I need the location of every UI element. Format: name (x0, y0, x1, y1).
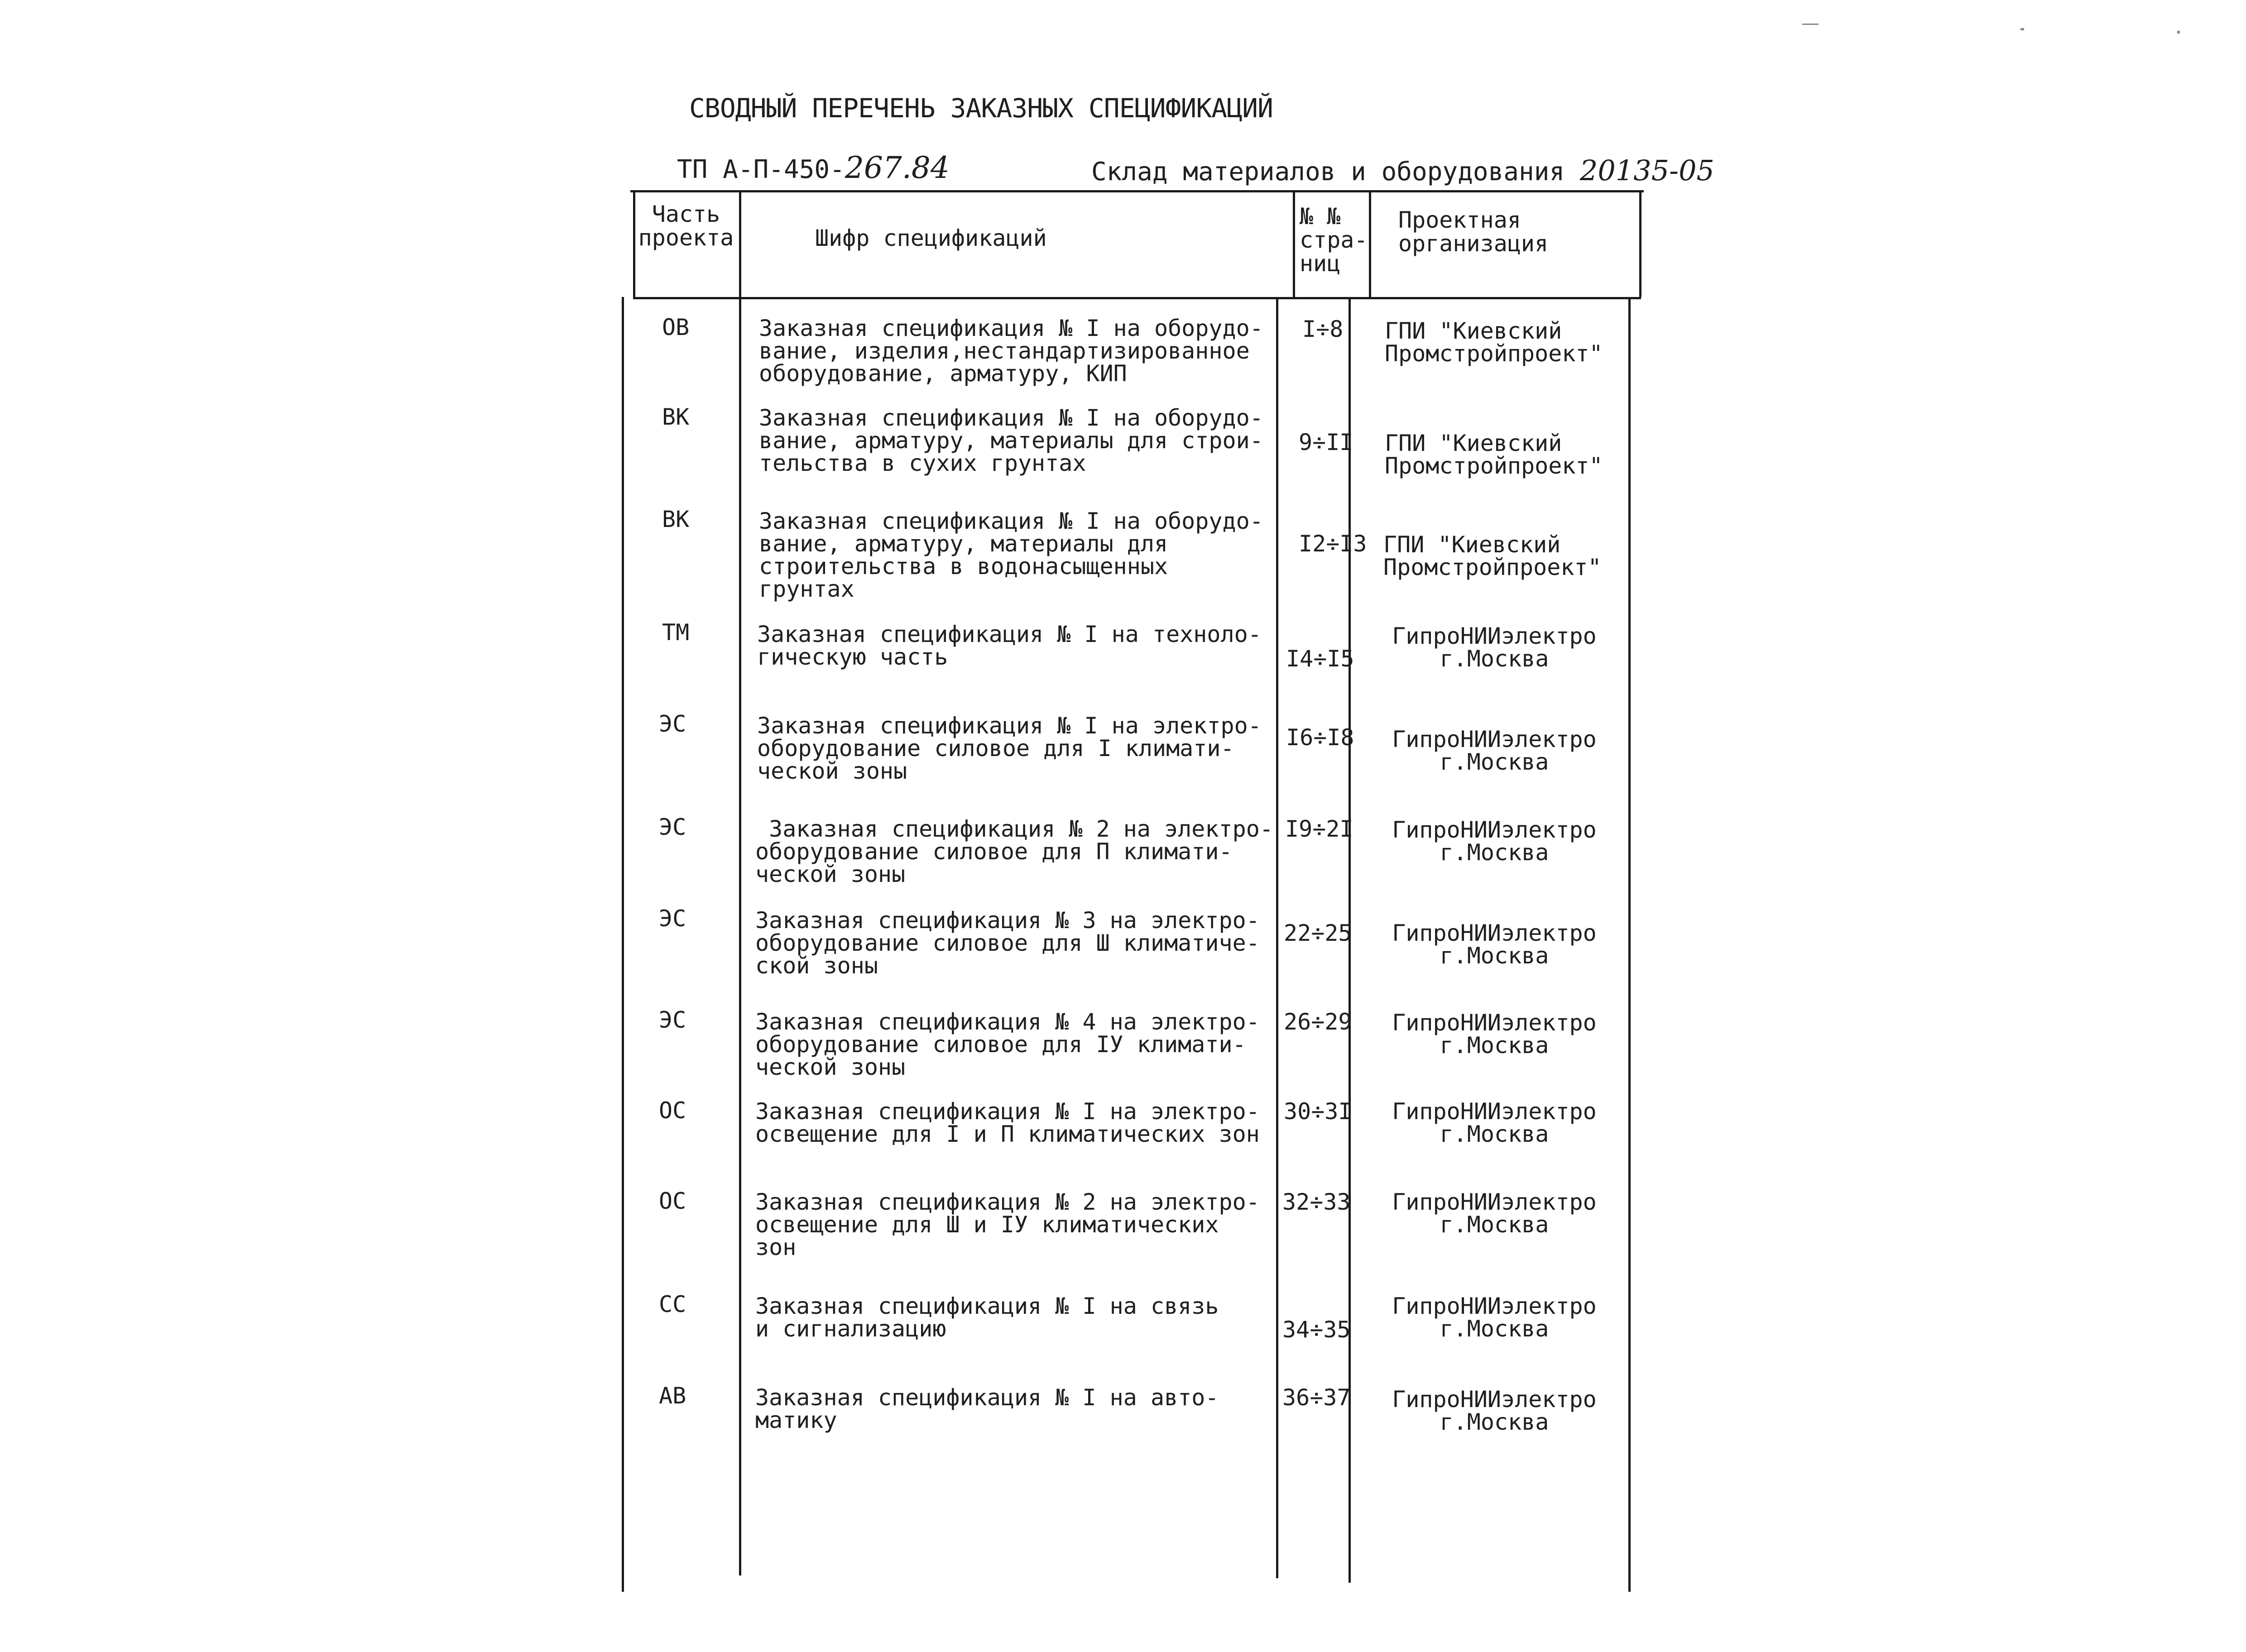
row-org: ГипроНИИэлектро г.Москва (1392, 920, 1597, 969)
col-divider-org (1369, 190, 1371, 297)
row-org: ГПИ "Киевский Промстройпроект" (1385, 318, 1603, 367)
col-divider-pages-left (1293, 190, 1295, 297)
row-spec: Заказная спецификация № 2 на электро- оборудование силовое для П климати- ческой зоны (755, 816, 1273, 887)
row-pages: 26÷29 (1284, 1009, 1352, 1035)
table-left-border-lower (622, 297, 624, 1592)
row-spec: Заказная спецификация № I на электро- освещение для I и П климатических зон (755, 1098, 1260, 1147)
row-part: ЭС (659, 1007, 686, 1033)
row-pages: 22÷25 (1284, 920, 1352, 946)
row-spec: Заказная спецификация № I на оборудо- вание, арматуру, материалы для строи- тельства в сухих грунтах (759, 405, 1263, 476)
table-right-border (1639, 190, 1641, 297)
project-number-handwritten: 20135-05 (1579, 154, 1714, 187)
col-header-part: Часть проекта (638, 201, 734, 251)
row-pages: 30÷3I (1284, 1098, 1352, 1125)
row-part: ВК (662, 506, 690, 532)
row-spec: Заказная спецификация № 4 на электро- оборудование силовое для IУ климати- ческой зоны (755, 1009, 1260, 1080)
table-right-border-lower (1628, 297, 1631, 1592)
row-pages: I9÷2I (1285, 816, 1353, 842)
col-header-code: Шифр спецификаций (815, 225, 1047, 251)
row-pages: I4÷I5 (1286, 646, 1354, 672)
row-org: ГипроНИИэлектро г.Москва (1392, 1189, 1597, 1238)
row-org: ГипроНИИэлектро г.Москва (1392, 1010, 1597, 1058)
row-pages: 9÷II (1299, 429, 1353, 455)
row-part: ЭС (659, 711, 686, 737)
col-header-pages: № № стра- ниц (1300, 203, 1368, 277)
row-pages: I2÷I3 (1299, 531, 1367, 557)
scan-mark (2177, 31, 2180, 34)
row-pages: 34÷35 (1282, 1317, 1351, 1343)
scan-mark (2020, 28, 2024, 30)
row-spec: Заказная спецификация № I на оборудо- вание, арматуру, материалы для строительства в водонасыщенных грунтах (759, 508, 1263, 602)
row-spec: Заказная спецификация № 2 на электро- освещение для Ш и IУ климатических зон (755, 1189, 1260, 1260)
row-org: ГПИ "Киевский Промстройпроект" (1383, 532, 1602, 580)
row-part: АВ (659, 1383, 686, 1409)
row-part: СС (659, 1291, 686, 1317)
col-header-org: Проектная организация (1398, 207, 1549, 257)
project-subject-typed: Склад материалов и оборудования (1091, 157, 1565, 187)
row-org: ГПИ "Киевский Промстройпроект" (1385, 430, 1603, 479)
row-part: ОС (659, 1188, 686, 1214)
row-spec: Заказная спецификация № 3 на электро- оборудование силовое для Ш климатиче- ской зоны (755, 907, 1260, 979)
row-spec: Заказная спецификация № I на оборудо- вание, изделия,нестандартизированное оборудование, арматуру, КИП (759, 315, 1263, 387)
row-pages: I6÷I8 (1286, 724, 1354, 751)
row-org: ГипроНИИэлектро г.Москва (1392, 1386, 1597, 1435)
row-org: ГипроНИИэлектро г.Москва (1392, 1098, 1597, 1147)
row-spec: Заказная спецификация № I на техноло- гическую часть (757, 621, 1262, 670)
row-part: ОС (659, 1097, 686, 1124)
project-code (677, 150, 950, 185)
document-title: СВОДНЫЙ ПЕРЕЧЕНЬ ЗАКАЗНЫХ СПЕЦИФИКАЦИЙ (689, 93, 1273, 124)
row-org: ГипроНИИэлектро г.Москва (1392, 623, 1597, 672)
row-part: ТМ (662, 619, 690, 646)
scan-mark (1802, 24, 1819, 25)
row-pages: 36÷37 (1282, 1384, 1351, 1411)
row-org: ГипроНИИэлектро г.Москва (1392, 1293, 1597, 1342)
row-part: ОВ (662, 314, 690, 340)
row-spec: Заказная спецификация № I на электро- оборудование силовое для I климати- ческой зоны (757, 713, 1262, 784)
row-spec: Заказная спецификация № I на авто- матику (755, 1384, 1219, 1433)
row-spec: Заказная спецификация № I на связь и сигнализацию (755, 1293, 1219, 1342)
project-code-typed: ТП А-П-450- (677, 155, 845, 184)
row-part: ЭС (659, 905, 686, 932)
row-org: ГипроНИИэлектро г.Москва (1392, 726, 1597, 775)
row-org: ГипроНИИэлектро г.Москва (1392, 817, 1597, 866)
header-bottom-border (633, 297, 1641, 299)
project-subject (1091, 154, 1714, 187)
row-part: ВК (662, 404, 690, 430)
table-top-border (630, 190, 1644, 192)
project-code-handwritten: 267.84 (845, 150, 950, 185)
row-pages: I÷8 (1302, 316, 1344, 342)
row-part: ЭС (659, 814, 686, 840)
col-divider-pages-left-lower (1276, 297, 1278, 1578)
col-divider-part (739, 190, 741, 1575)
row-pages: 32÷33 (1282, 1189, 1351, 1215)
